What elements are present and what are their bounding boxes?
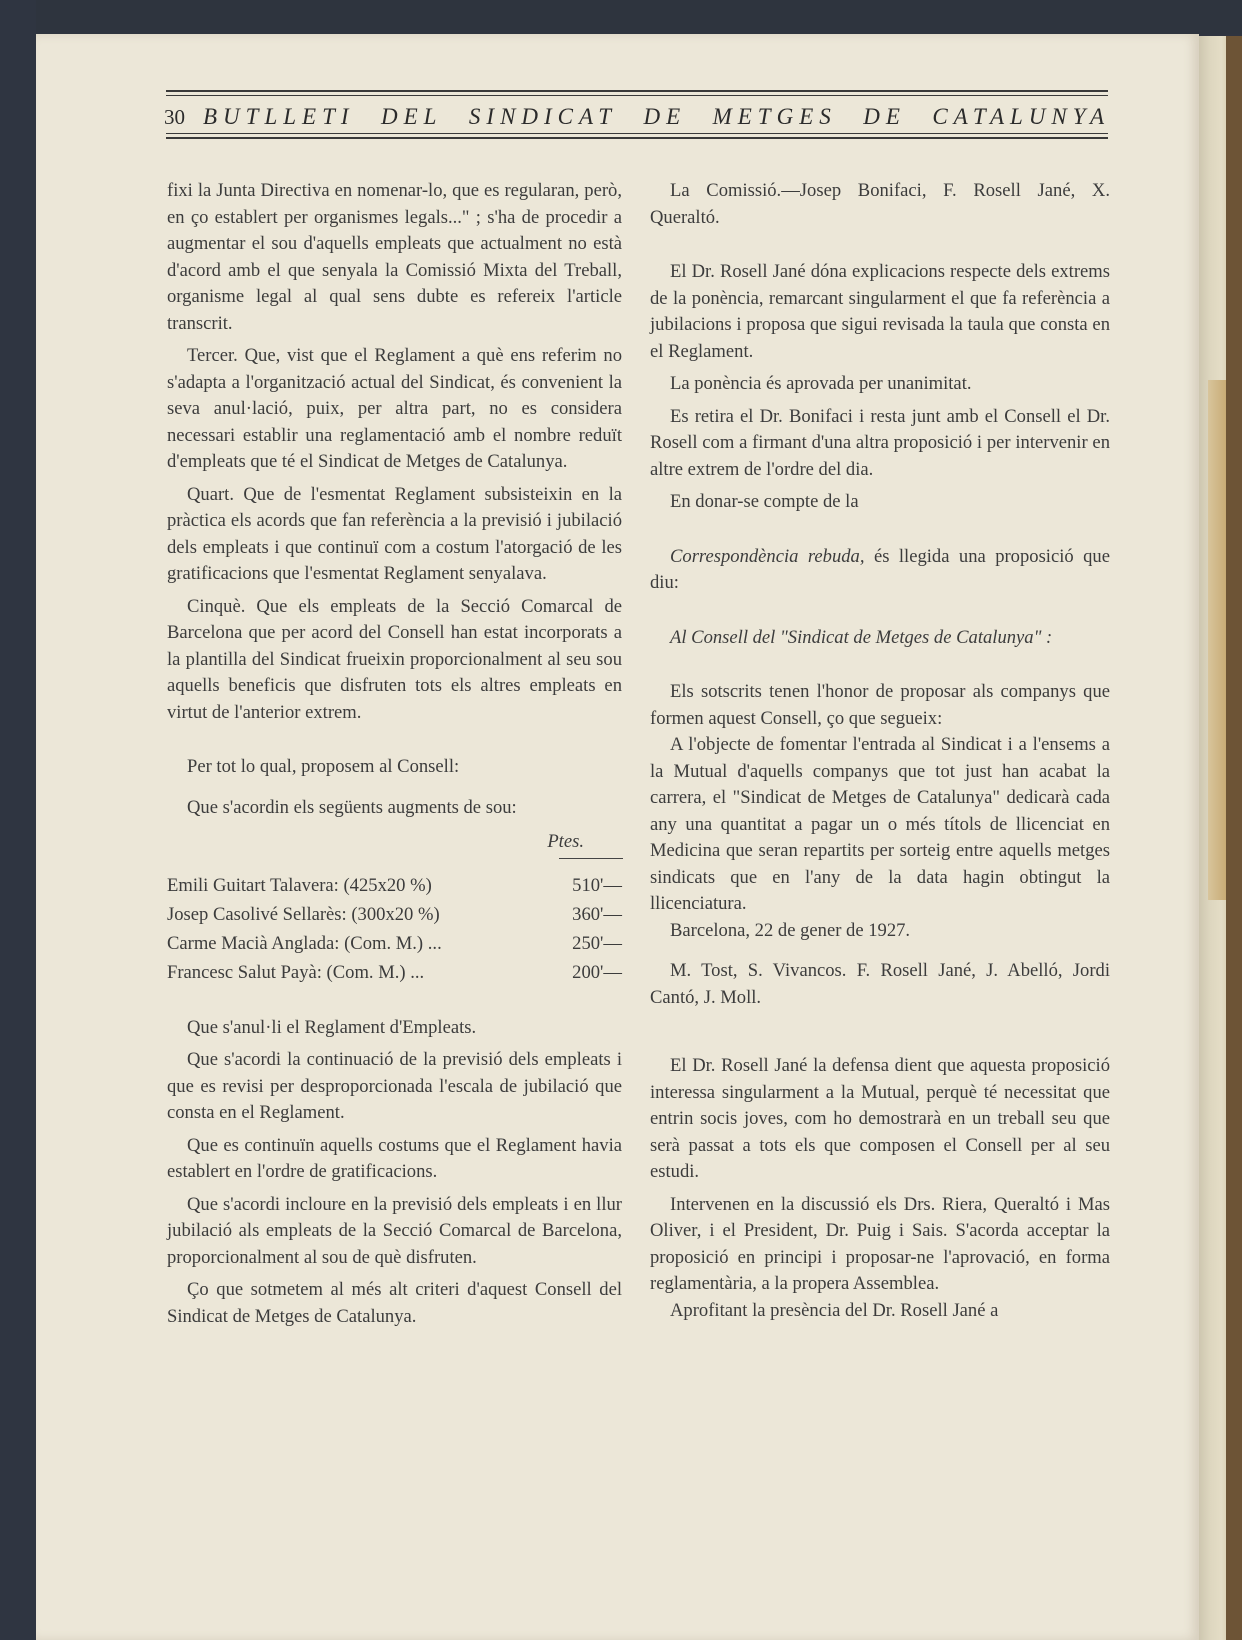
running-title-word: BUTLLETI: [203, 104, 355, 129]
running-title-word: DE: [863, 104, 906, 129]
table-row: [167, 958, 622, 987]
wage-employee: Francesc Salut Payà: (Com. M.) ...: [167, 961, 425, 983]
paragraph: fixi la Junta Directiva en nomenar-lo, que es regularan, però, en ço establert per organismes legals..." ; s'ha de procedir a augmentar el sou d'aquells empleats que actualment no està d'acord amb el que senyala la Comissió Mixta del Treball, organisme legal al qual sens dubte es refereix l'article transcrit.: [167, 180, 622, 334]
table-row: [167, 929, 622, 958]
page-number: 30: [164, 104, 185, 129]
running-title: [203, 104, 1110, 130]
paragraph: La ponència és aprovada per unanimitat.: [670, 373, 972, 394]
paragraph: Ço que sotmetem al més alt criteri d'aquest Consell del Sindicat de Metges de Catalunya.: [167, 1279, 622, 1327]
running-title-word: CATALUNYA: [932, 104, 1110, 129]
paragraph: Es retira el Dr. Bonifaci i resta junt amb el Consell el Dr. Rosell com a firmant d'una altra proposició i per intervenir en altre extrem de l'ordre del dia.: [650, 405, 1110, 480]
table-row: [167, 900, 622, 929]
wage-employee: Josep Casolivé Sellarès: (300x20 %): [167, 903, 440, 925]
wage-table: [167, 871, 622, 987]
paragraph: La Comissió.—Josep Bonifaci, F. Rosell Jané, X. Queraltó.: [650, 180, 1110, 228]
header-rule-top: [166, 90, 1108, 92]
paragraph: Que s'acordi la continuació de la previsió dels empleats i que es revisi per desproporcionada l'escala de jubilació que consta en el Reglament.: [167, 1049, 622, 1123]
header-rule-bottom-thin: [166, 133, 1108, 134]
section-heading: Correspondència rebuda,: [670, 545, 865, 567]
running-title-word: DE: [643, 104, 687, 129]
running-title-word: METGES: [712, 104, 837, 129]
paragraph: Tercer. Que, vist que el Reglament a què ens referim no s'adapta a l'organització actual del Sindicat, és convenient la seva anul·lació, puix, per altra part, no es considera necessari establir una reglamentació amb el nombre reduït d'empleats que té el Sindicat de Metges de Catalunya.: [167, 345, 622, 472]
running-title-word: DEL: [381, 104, 443, 129]
wage-amount: 510'—: [572, 874, 622, 896]
paragraph: El Dr. Rosell Jané dóna explicacions respecte dels extrems de la ponència, remarcant singularment el que fa referència a jubilacions i proposa que sigui revisada la taula que consta en el Reglament.: [650, 261, 1110, 362]
paragraph: En donar-se compte de la: [670, 491, 859, 512]
scan-background-left: [0, 0, 36, 1640]
wage-amount: 200'—: [572, 961, 622, 983]
scan-background-top: [0, 0, 1242, 34]
paragraph: Que s'acordin els següents augments de sou:: [187, 796, 517, 818]
right-column: [650, 178, 1110, 1324]
paragraph-text: és llegida una proposició que diu:: [650, 545, 1110, 593]
paragraph: A l'objecte de fomentar l'entrada al Sindicat i a l'ensems a la Mutual d'aquells companys que tot just han acabat la carrera, el "Sindicat de Metges de Catalunya" dedicarà cada any una quantitat a pagar un o més títols de llicenciat en Medicina que seran repartits per sorteig entre aquells metges sindicats que en l'any de la data hagin obtingut la llicenciatura.: [650, 734, 1110, 914]
paragraph: Intervenen en la discussió els Drs. Riera, Queraltó i Mas Oliver, i el President, Dr. Puig i Sais. S'acorda acceptar la proposició en principi i proposar-ne l'aprovació, en forma reglamentària, a la propera Assemblea.: [650, 1193, 1110, 1294]
paragraph: [650, 544, 1110, 597]
wage-amount: 360'—: [572, 903, 622, 925]
wage-employee: Carme Macià Anglada: (Com. M.) ...: [167, 932, 442, 954]
wage-amount: 250'—: [572, 932, 622, 954]
paragraph: Quart. Que de l'esmentat Reglament subsisteixin en la pràctica els acords que fan referència a la previsió i jubilació dels empleats i que continuï com a costum l'atorgació de les gratificacions que l'esmentat Reglament senyalava.: [167, 483, 622, 584]
signatories: M. Tost, S. Vivancos. F. Rosell Jané, J. Abelló, Jordi Cantó, J. Moll.: [650, 960, 1110, 1008]
left-column: [167, 178, 622, 1330]
currency-label: Ptes.: [547, 831, 584, 852]
paragraph: Per tot lo qual, proposem al Consell:: [187, 756, 460, 777]
table-row: [167, 871, 622, 900]
paragraph: Cinquè. Que els empleats de la Secció Comarcal de Barcelona que per acord del Consell han estat incorporats a la plantilla del Sindicat frueixin proporcionalment al seu sou aquells beneficis que disfruten tots els altres empleats en virtut de l'anterior extrem.: [167, 595, 622, 723]
paragraph: Els sotscrits tenen l'honor de proposar als companys que formen aquest Consell, ço que segueix:: [650, 681, 1110, 729]
running-header: [164, 102, 1110, 132]
header-rule-top-thin: [166, 95, 1108, 96]
paragraph: Que s'anul·li el Reglament d'Empleats.: [187, 1016, 477, 1038]
paragraph: El Dr. Rosell Jané la defensa dient que aquesta proposició interessa singularment a la Mutual, perquè té necessitat que entrin socis joves, com ho demostrarà en un treball seu que serà passat a tots els que composen el Consell per al seu estudi.: [650, 1055, 1110, 1182]
letter-salutation: Al Consell del "Sindicat de Metges de Catalunya" :: [670, 626, 1053, 648]
wage-employee: Emili Guitart Talavera: (425x20 %): [167, 874, 432, 896]
book-edge: [1226, 36, 1242, 1640]
paragraph: Aprofitant la presència del Dr. Rosell Jané a: [670, 1299, 999, 1321]
paragraph: Que es continuïn aquells costums que el Reglament havia establert en l'ordre de gratificacions.: [167, 1134, 622, 1182]
header-rule-bottom: [166, 137, 1108, 139]
running-title-word: SINDICAT: [468, 104, 618, 129]
paragraph: Que s'acordi incloure en la previsió dels empleats i en llur jubilació als empleats de la Secció Comarcal de Barcelona, proporcionalment al sou de què disfruten.: [167, 1193, 622, 1268]
letter-date: Barcelona, 22 de gener de 1927.: [670, 919, 911, 941]
